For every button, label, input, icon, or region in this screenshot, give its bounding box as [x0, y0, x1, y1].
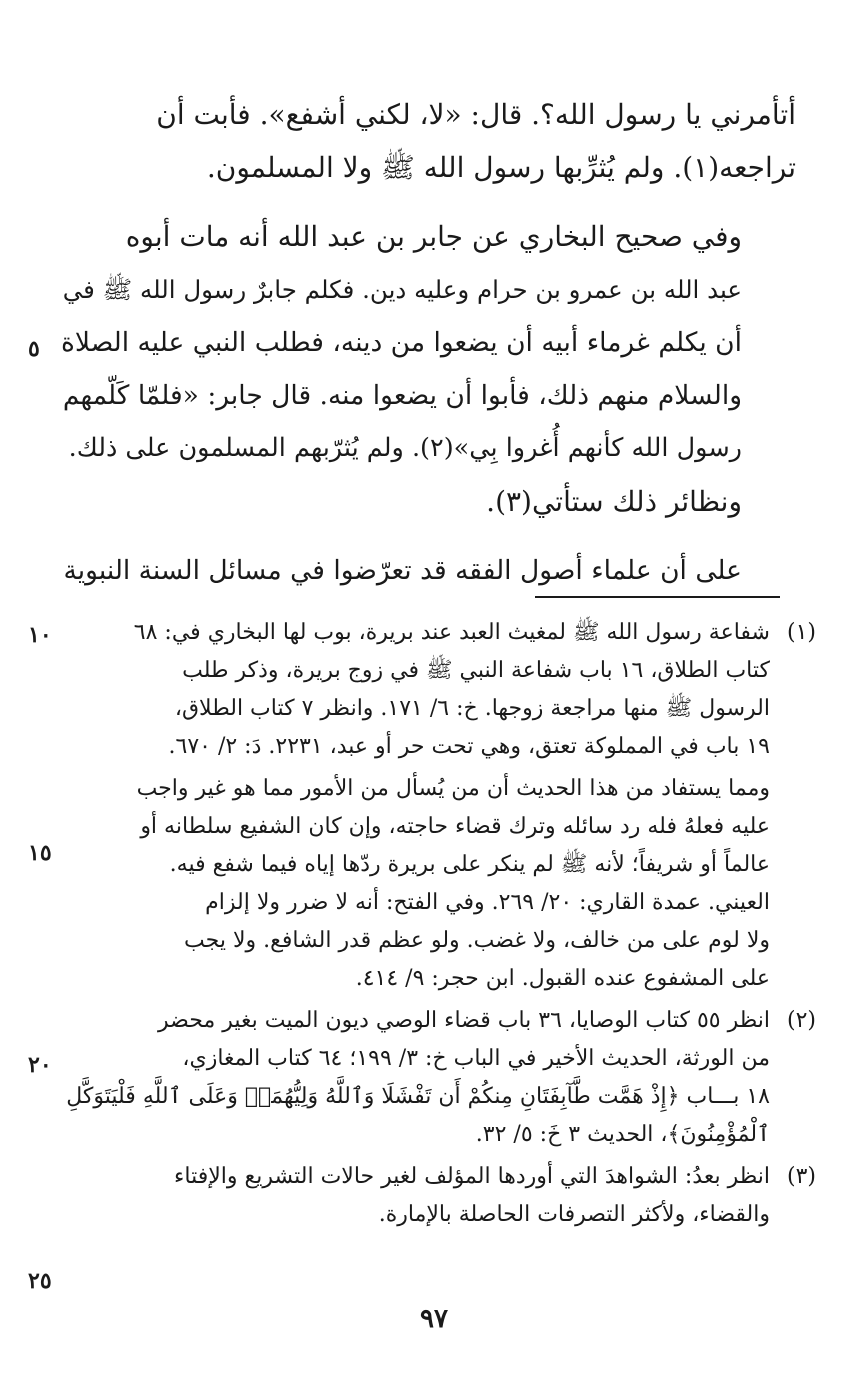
footnote-line: عالماً أو شريفاً؛ لأنه ﷺ لم ينكر على بريرة ردّها إياه فيما شفع فيه.	[169, 852, 770, 877]
footnote-line: الرسول ﷺ منها مراجعة زوجها. خ: ٦/ ١٧١. وانظر ٧ كتاب الطلاق،	[174, 696, 770, 721]
margin-line-number: ٥	[28, 336, 40, 362]
footnote-separator	[535, 596, 780, 598]
footnote-number: (٢)	[786, 1008, 816, 1033]
footnote-line: انظر ٥٥ كتاب الوصايا، ٣٦ باب قضاء الوصي ديون الميت بغير محضر	[158, 1008, 770, 1033]
paragraph-2	[56, 210, 796, 528]
main-text-block	[56, 88, 796, 613]
text-line: والسلام منهم ذلك، فأبوا أن يضعوا منه. قال جابر: «فلمّا كَلّمهم	[62, 380, 742, 411]
text-line: ونظائر ذلك ستأتي(٣).	[486, 485, 742, 518]
footnote-line: ١٩ باب في المملوكة تعتق، وهي تحت حر أو عبد، ٢٢٣١. دَ: ٢/ ٦٧٠.	[168, 734, 770, 759]
margin-line-number: ٢٥	[28, 1268, 52, 1294]
footnote-line: على المشفوع عنده القبول. ابن حجر: ٩/ ٤١٤.	[355, 966, 770, 991]
footnote-body	[56, 614, 770, 998]
text-line: أتأمرني يا رسول الله؟. قال: «لا، لكني أشفع». فأبت أن	[156, 98, 796, 131]
footnote-body	[56, 1002, 770, 1154]
footnote-2	[56, 1002, 816, 1154]
footnote-line: ولا لوم على من خالف، ولا غضب. ولو عظم قدر الشافع. ولا يجب	[184, 928, 770, 953]
footnote-1	[56, 614, 816, 998]
footnote-number: (٣)	[786, 1164, 816, 1189]
footnote-line: العيني. عمدة القاري: ٢٠/ ٢٦٩. وفي الفتح: أنه لا ضرر ولا إلزام	[205, 890, 770, 915]
footnote-line: والقضاء، ولأكثر التصرفات الحاصلة بالإمارة.	[378, 1202, 770, 1227]
footnote-line: ٱلْمُؤْمِنُونَ﴾، الحديث ٣ خَ: ٥/ ٣٢.	[475, 1122, 770, 1147]
footnotes-block	[56, 614, 816, 1238]
paragraph-1	[56, 88, 796, 194]
text-line: وفي صحيح البخاري عن جابر بن عبد الله أنه مات أبوه	[125, 220, 742, 253]
text-line: تراجعه(١). ولم يُثرِّبها رسول الله ﷺ ولا المسلمون.	[206, 151, 796, 184]
footnote-line: من الورثة، الحديث الأخير في الباب خ: ٣/ ١٩٩؛ ٦٤ كتاب المغازي،	[182, 1046, 770, 1071]
text-line: أن يكلم غرماء أبيه أن يضعوا من دينه، فطلب النبي عليه الصلاة	[61, 327, 742, 358]
footnote-line: ومما يستفاد من هذا الحديث أن من يُسأل من الأمور مما هو غير واجب	[136, 776, 770, 801]
text-line: عبد الله بن عمرو بن حرام وعليه دين. فكلم جابرٌ رسول الله ﷺ في	[62, 275, 742, 304]
footnote-body	[56, 1158, 770, 1234]
paragraph-3	[56, 544, 796, 597]
page-number: ٩٧	[420, 1304, 448, 1334]
footnote-line: انظر بعدُ: الشواهدَ التي أوردها المؤلف لغير حالات التشريع والإفتاء	[174, 1164, 770, 1189]
margin-line-number: ٢٠	[28, 1052, 52, 1078]
footnote-number: (١)	[786, 620, 816, 645]
margin-line-number: ١٠	[28, 622, 52, 648]
margin-line-number: ١٥	[28, 840, 52, 866]
footnote-3	[56, 1158, 816, 1234]
text-line: رسول الله كأنهم أُغروا بِي»(٢). ولم يُثرّبهم المسلمون على ذلك.	[68, 433, 742, 463]
footnote-line: ١٨ بـــاب ﴿إِذْ هَمَّت طَّآبِفَتَانِ مِنكُمْ أَن تَفْشَلَا وَٱللَّهُ وَلِيُّهُمَاۗ وَعَلَى ٱللَّهِ فَلْيَتَوَكَّلِ	[66, 1084, 770, 1109]
footnote-line: شفاعة رسول الله ﷺ لمغيث العبد عند بريرة، بوب لها البخاري في: ٦٨	[133, 620, 770, 645]
footnote-line: كتاب الطلاق، ١٦ باب شفاعة النبي ﷺ في زوج بريرة، وذكر طلب	[182, 658, 770, 683]
text-line: على أن علماء أصول الفقه قد تعرّضوا في مسائل السنة النبوية	[63, 555, 742, 586]
footnote-line: عليه فعلهُ فله رد سائله وترك قضاء حاجته، وإن كان الشفيع سلطانه أو	[140, 814, 770, 839]
